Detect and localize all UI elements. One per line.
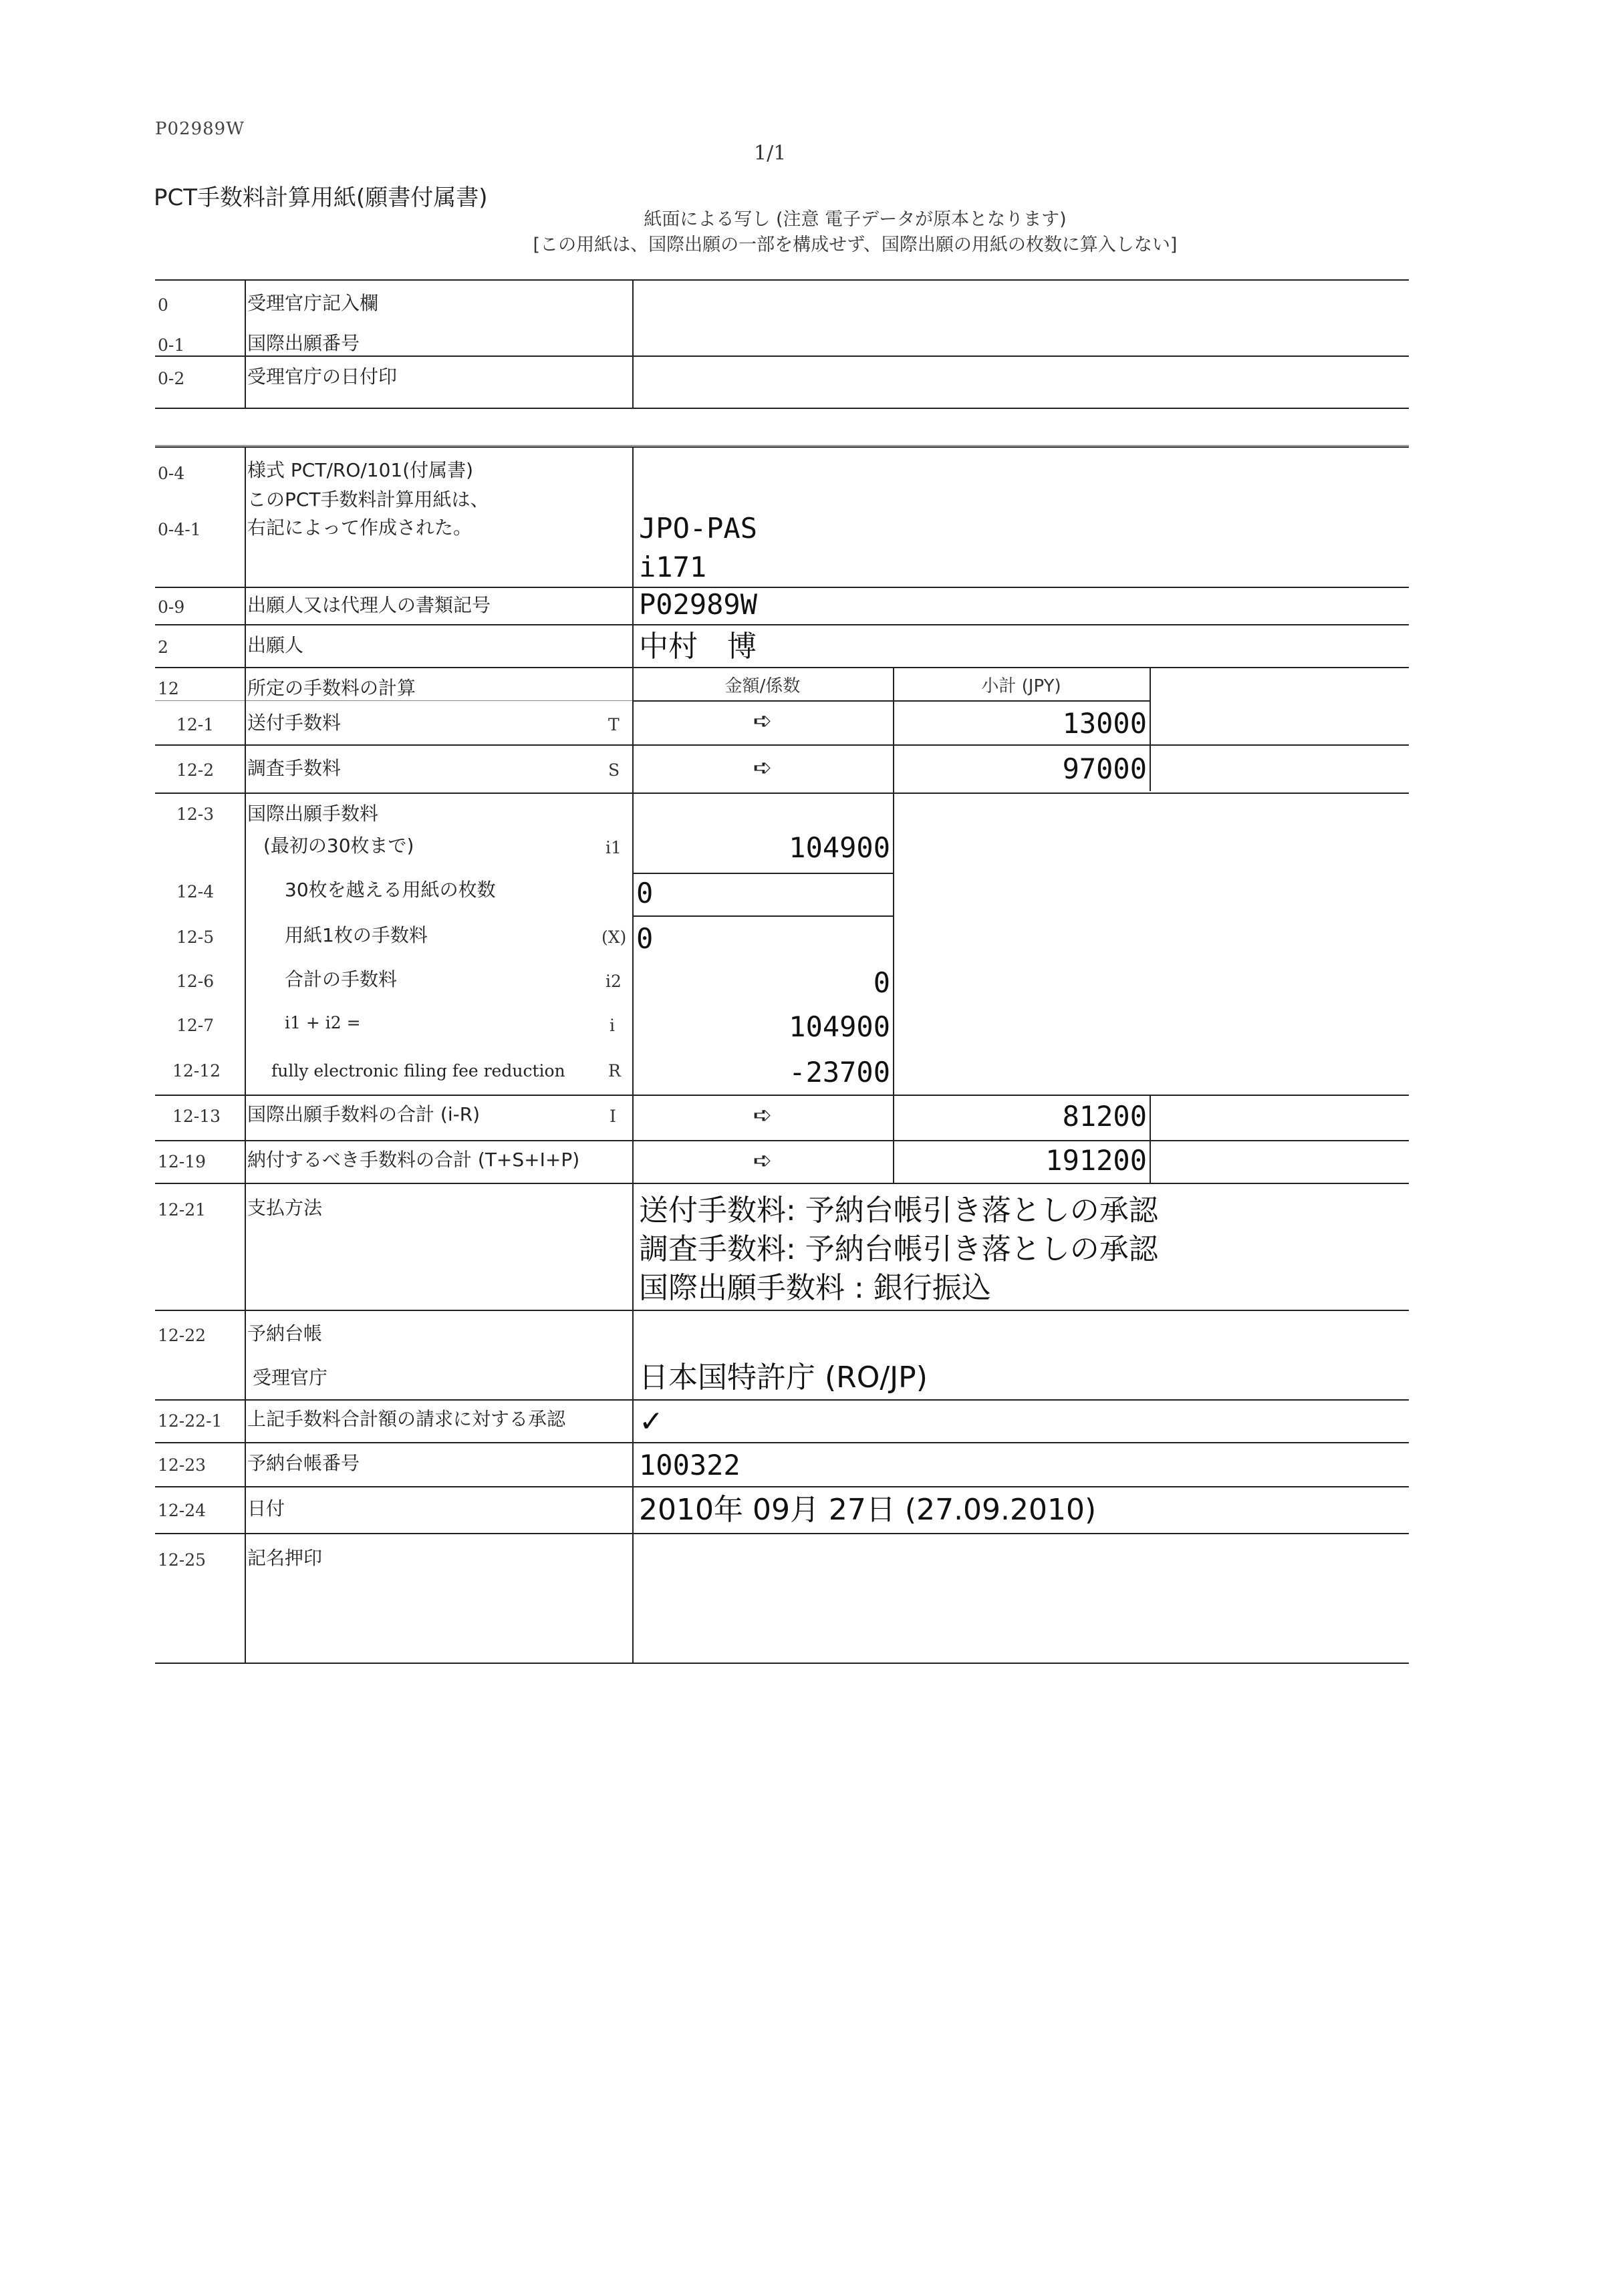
fee-symbol: R [608, 1061, 621, 1081]
payment-method-line: 調査手数料: 予納台帳引き落としの承認 [639, 1232, 1158, 1266]
row-number: 2 [158, 637, 168, 657]
search-fee-subtotal: 97000 [1062, 752, 1147, 785]
row-label: 出願人又は代理人の書類記号 [247, 594, 491, 616]
software-version: i171 [639, 551, 707, 583]
total-fee-payable: 191200 [1045, 1144, 1147, 1177]
arrow-right-icon: ➪ [753, 754, 773, 781]
row-label: 納付するべき手数料の合計 (T+S+I+P) [247, 1149, 580, 1171]
row-number: 0-9 [158, 597, 185, 617]
row-number: 12-1 [176, 715, 215, 734]
form-title: PCT手数料計算用紙(願書付属書) [154, 184, 488, 211]
page-number: 1/1 [754, 142, 787, 165]
document-reference: P02989W [155, 119, 245, 139]
row-label: 様式 PCT/RO/101(付属書) [247, 459, 474, 481]
row-label: 所定の手数料の計算 [247, 677, 416, 699]
authorization-check-icon: ✓ [639, 1405, 664, 1439]
copy-note: 紙面による写し (注意 電子データが原本となります) [644, 209, 1067, 230]
row-label: i1 + i2 = [285, 1013, 361, 1032]
row-number: 12-19 [158, 1152, 207, 1171]
fee-symbol: I [610, 1107, 616, 1126]
arrow-right-icon: ➪ [753, 708, 773, 734]
fee-symbol: i [610, 1016, 615, 1035]
per-sheet-fee: 0 [636, 922, 654, 955]
row-number: 12-23 [158, 1455, 207, 1475]
fee-symbol: i1 [606, 838, 622, 857]
software-name: JPO-PAS [639, 512, 758, 545]
row-number: 12-7 [176, 1016, 215, 1035]
row-label: 上記手数料合計額の請求に対する承認 [247, 1408, 566, 1430]
row-label: 日付 [247, 1497, 285, 1520]
row-number: 0-4 [158, 464, 185, 483]
row-label: 国際出願手数料 [247, 803, 379, 825]
row-number: 12 [158, 679, 179, 698]
row-number: 12-24 [158, 1501, 207, 1520]
row-label: このPCT手数料計算用紙は、 [247, 488, 489, 511]
row-number: 12-22-1 [158, 1411, 223, 1431]
signature-date: 2010年 09月 27日 (27.09.2010) [639, 1493, 1097, 1527]
fee-symbol: S [608, 760, 620, 780]
fee-symbol: i2 [606, 972, 622, 991]
row-number: 12-4 [176, 882, 215, 901]
row-number: 12-2 [176, 760, 215, 780]
row-number: 12-12 [172, 1061, 221, 1081]
applicant-name: 中村 博 [639, 629, 757, 664]
arrow-right-icon: ➪ [753, 1147, 773, 1174]
row-label: 30枚を越える用紙の枚数 [285, 879, 496, 901]
fee-symbol: T [608, 715, 620, 734]
sheets-fee-total: 0 [873, 966, 890, 999]
amount-column-header: 金額/係数 [724, 676, 801, 696]
row-label: 出願人 [247, 634, 304, 656]
row-label: 国際出願手数料の合計 (i-R) [247, 1103, 481, 1125]
efiling-reduction-amount: -23700 [789, 1056, 890, 1089]
row-number: 0-2 [158, 369, 185, 388]
international-fee-total: 81200 [1062, 1100, 1147, 1133]
row-number: 12-5 [176, 927, 215, 947]
row-label: 送付手数料 [247, 712, 342, 734]
row-label: 支払方法 [247, 1197, 323, 1219]
deposit-account-number: 100322 [639, 1449, 741, 1481]
fee-symbol: (X) [601, 927, 627, 947]
row-label: 受理官庁の日付印 [247, 366, 398, 388]
row-number: 12-22 [158, 1326, 207, 1345]
row-number: 0 [158, 295, 168, 315]
row-number: 12-3 [176, 805, 215, 824]
row-label: 受理官庁記入欄 [247, 292, 379, 314]
row-label: 用紙1枚の手数料 [285, 924, 428, 946]
row-label: 右記によって作成された。 [247, 517, 473, 539]
applicant-reference: P02989W [639, 588, 758, 621]
row-label: 記名押印 [247, 1547, 323, 1569]
row-number: 0-1 [158, 335, 185, 355]
row-label: 国際出願番号 [247, 332, 360, 354]
row-label: 調査手数料 [247, 757, 342, 779]
subtotal-column-header: 小計 (JPY) [981, 676, 1061, 696]
row-label: 予納台帳 [247, 1322, 323, 1344]
filing-fee-sum: 104900 [789, 1010, 890, 1043]
row-label: (最初の30枚まで) [263, 835, 414, 857]
row-label: 合計の手数料 [285, 968, 398, 990]
payment-method-line: 国際出願手数料 : 銀行振込 [639, 1271, 991, 1305]
row-number: 12-25 [158, 1550, 207, 1570]
row-number: 12-21 [158, 1200, 207, 1219]
row-number: 0-4-1 [158, 520, 201, 539]
arrow-right-icon: ➪ [753, 1102, 773, 1129]
row-number: 12-13 [172, 1107, 221, 1126]
row-label: 受理官庁 [253, 1367, 328, 1389]
row-label: 予納台帳番号 [247, 1452, 360, 1474]
receiving-office: 日本国特許庁 (RO/JP) [639, 1360, 928, 1395]
excess-sheets-count: 0 [636, 877, 654, 909]
payment-method-line: 送付手数料: 予納台帳引き落としの承認 [639, 1193, 1158, 1228]
form-note: [この用紙は、国際出願の一部を構成せず、国際出願の用紙の枚数に算入しない] [533, 235, 1178, 255]
international-filing-fee-amount: 104900 [789, 831, 890, 864]
row-label: fully electronic filing fee reduction [271, 1061, 565, 1081]
transmittal-fee-subtotal: 13000 [1062, 707, 1147, 740]
row-number: 12-6 [176, 972, 215, 991]
